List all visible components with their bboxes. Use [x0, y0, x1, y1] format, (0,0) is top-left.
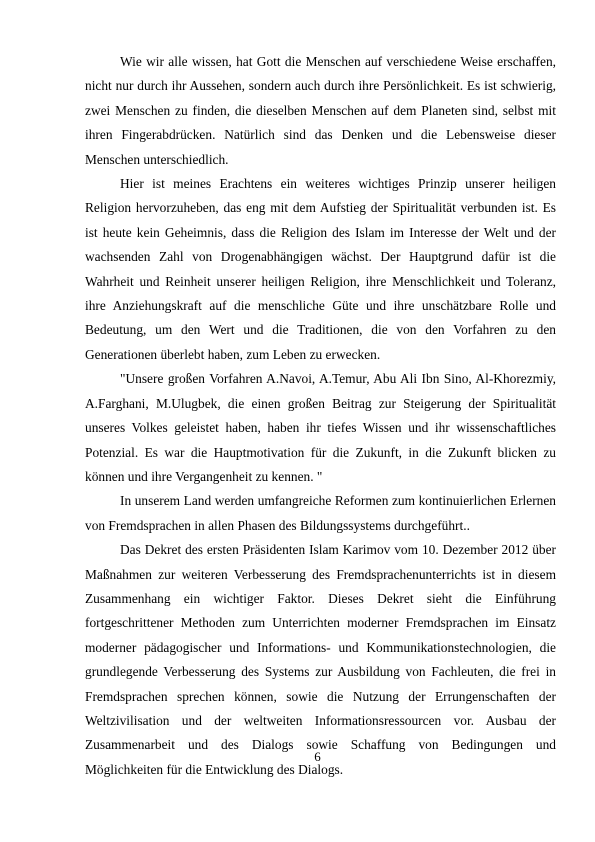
- document-body: [85, 50, 556, 782]
- paragraph-4: In unserem Land werden umfangreiche Reformen zum kontinuierlichen Erlernen von Fremdsprachen in allen Phasen des Bildungssystems durchgeführt..: [85, 493, 556, 533]
- paragraph-5: Das Dekret des ersten Präsidenten Islam Karimov vom 10. Dezember 2012 über Maßnahmen zur weiteren Verbesserung des Fremdsprachenunterrichts ist in diesem Zusammenhang ein wichtiger Faktor. Dieses Dekret sieht die Einführung fortgeschrittener Methoden zum Unterrichten moderner Fremdsprachen im Einsatz moderner pädagogischer und Informations- und Kommunikationstechnologien, die grundlegende Verbesserung des Systems zur Ausbildung von Fachleuten, die frei in Fremdsprachen sprechen können, sowie die Nutzung der Errungenschaften der Weltzivilisation und der weltweiten Informationsressourcen vor. Ausbau der Zusammenarbeit und des Dialogs sowie Schaffung von Bedingungen und Möglichkeiten für die Entwicklung des Dialogs.: [85, 542, 556, 777]
- paragraph-1: Wie wir alle wissen, hat Gott die Menschen auf verschiedene Weise erschaffen, nicht nur durch ihr Aussehen, sondern auch durch ihre Persönlichkeit. Es ist schwierig, zwei Menschen zu finden, die dieselben Menschen auf dem Planeten sind, selbst mit ihren Fingerabdrücken. Natürlich sind das Denken und die Lebensweise dieser Menschen unterschiedlich.: [85, 54, 556, 167]
- paragraph-2: Hier ist meines Erachtens ein weiteres wichtiges Prinzip unserer heiligen Religion hervorzuheben, das eng mit dem Aufstieg der Spiritualität verbunden ist. Es ist heute kein Geheimnis, dass die Religion des Islam im Interesse der Welt und der wachsenden Zahl von Drogenabhängigen wächst. Der Hauptgrund dafür ist die Wahrheit und Reinheit unserer heiligen Religion, ihre Menschlichkeit und Toleranz, ihre Anziehungskraft auf die menschliche Güte und ihre unschätzbare Rolle und Bedeutung, um den Wert und die Traditionen, die von den Vorfahren zu den Generationen überlebt haben, zum Leben zu erwecken.: [85, 176, 556, 362]
- page-number: 6: [314, 749, 321, 764]
- paragraph-3: "Unsere großen Vorfahren A.Navoi, A.Temur, Abu Ali Ibn Sino, Al-Khorezmiy, A.Farghani, M.Ulugbek, die einen großen Beitrag zur Steigerung der Spiritualität unseres Volkes geleistet haben, haben ihr tiefes Wissen und ihr wissenschaftliches Potenzial. Es war die Hauptmotivation für die Zukunft, in die Zukunft blicken zu können und ihre Vergangenheit zu kennen. ": [85, 371, 556, 484]
